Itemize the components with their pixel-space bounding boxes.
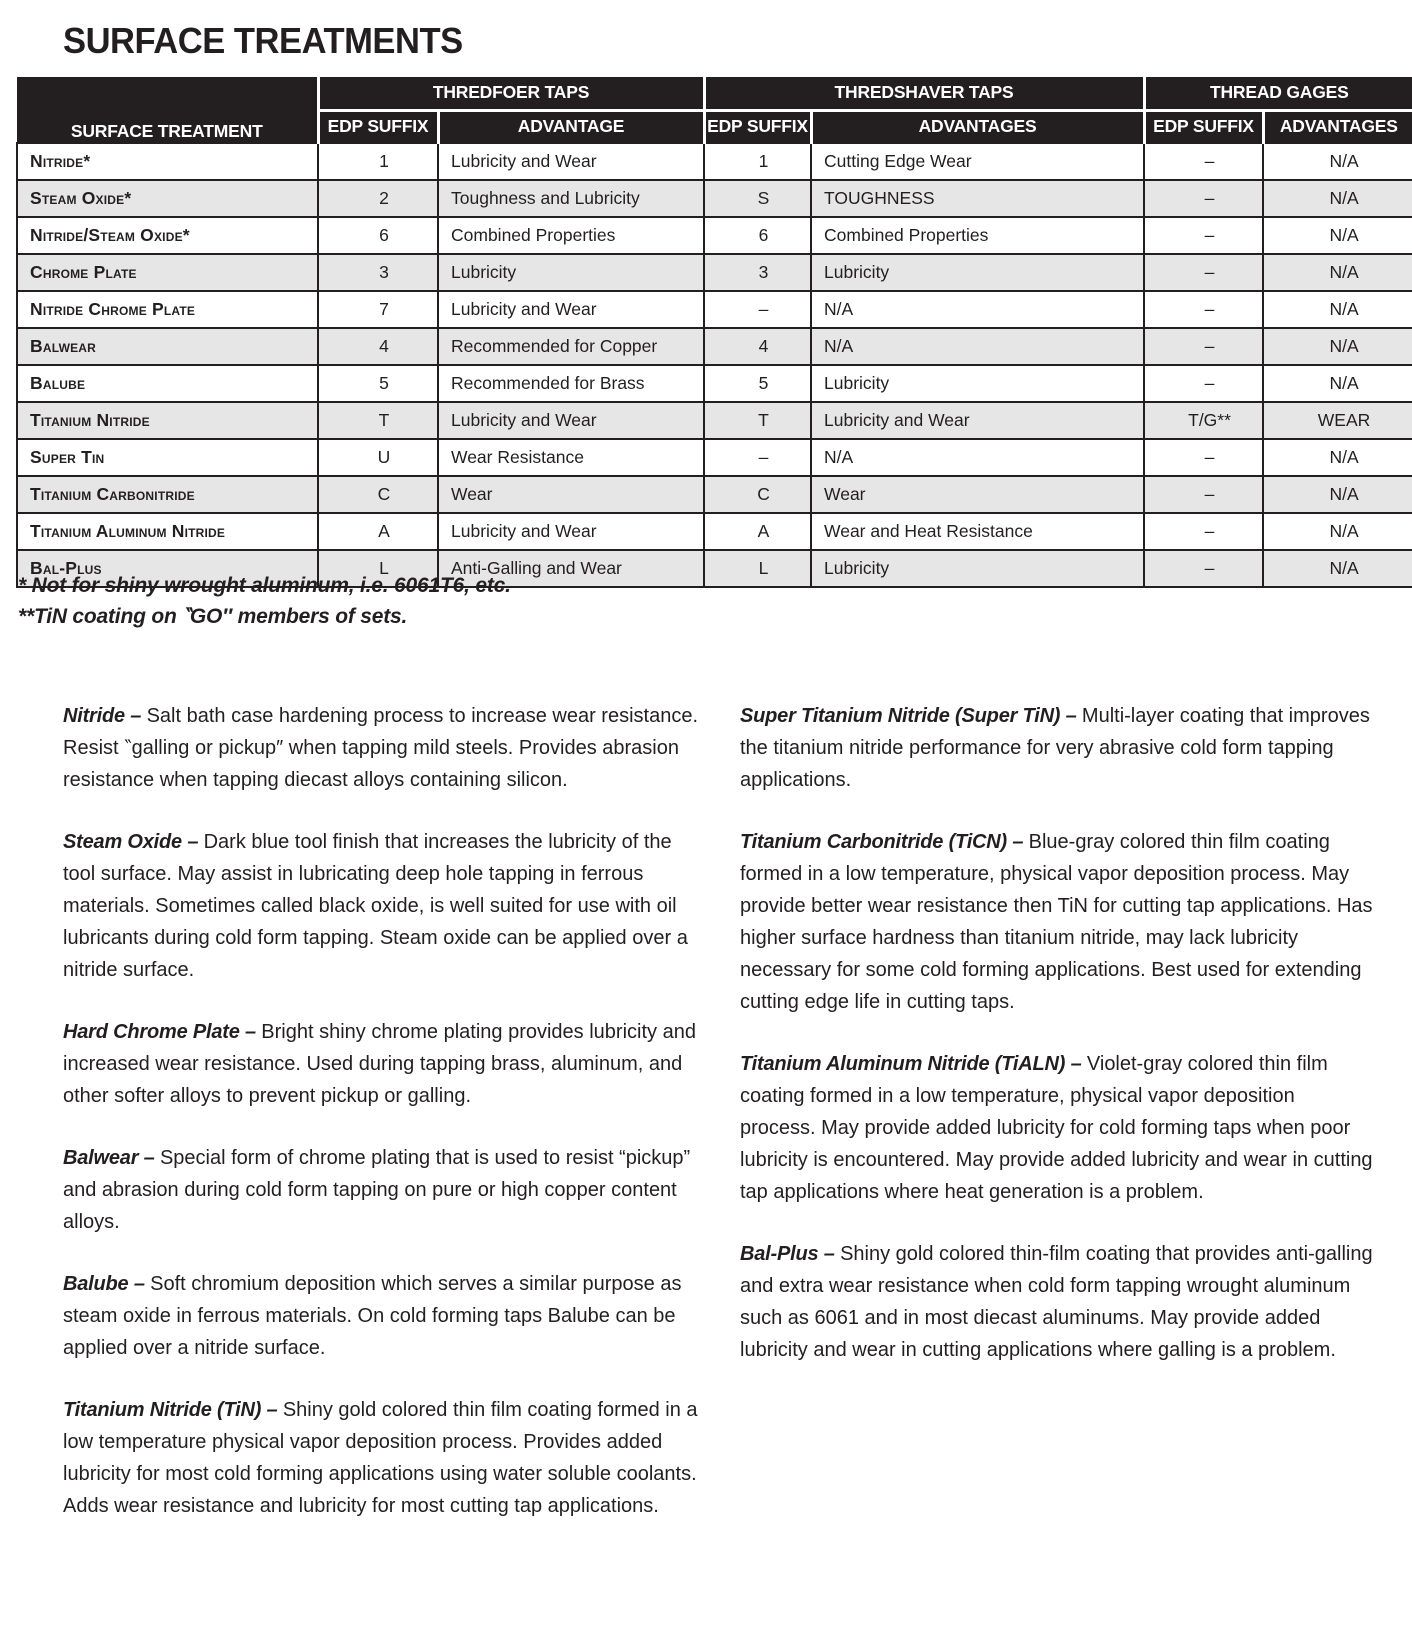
- term-titanium-aluminum-nitride: Titanium Aluminum Nitride (TiALN) –: [740, 1053, 1087, 1075]
- footnote-aluminum: * Not for shiny wrought aluminum, i.e. 6061T6, etc.: [18, 574, 511, 597]
- edp-suffix: 5: [704, 365, 811, 402]
- table-row: [17, 513, 1412, 550]
- body-nitride: Salt bath case hardening process to increase wear resistance. Resist ‶galling or pickup″ when tapping mild steels. Provides abrasion resistance when tapping diecast alloys containing silicon.: [63, 705, 698, 791]
- table-row: [17, 365, 1412, 402]
- edp-suffix: –: [1144, 143, 1263, 180]
- group-header-thredfoer-taps: THREDFOER TAPS: [318, 77, 704, 110]
- paragraph-titanium-nitride: [63, 1394, 703, 1522]
- advantage: Lubricity and Wear: [438, 513, 704, 550]
- advantage: N/A: [1263, 217, 1412, 254]
- table-row: [17, 439, 1412, 476]
- description-column-right: [740, 700, 1374, 1396]
- edp-suffix: 4: [704, 328, 811, 365]
- term-hard-chrome-plate: Hard Chrome Plate –: [63, 1021, 262, 1043]
- treatment-name: Titanium Aluminum Nitride: [17, 513, 318, 550]
- advantage: Combined Properties: [438, 217, 704, 254]
- body-titanium-aluminum-nitride: Violet-gray colored thin film coating formed in a low temperature, physical vapor deposition process. May provide added lubricity for cold forming taps when poor lubricity is encountered. May provide added lubricity and wear in cutting tap applications where heat generation is a problem.: [740, 1053, 1373, 1203]
- edp-suffix: 7: [318, 291, 438, 328]
- subheader-advantage: ADVANTAGE: [438, 110, 704, 143]
- advantage: Lubricity and Wear: [438, 291, 704, 328]
- surface-treatments-table: [16, 77, 1412, 588]
- advantage: Lubricity and Wear: [438, 402, 704, 439]
- subheader-advantages: ADVANTAGES: [1263, 110, 1412, 143]
- advantage: N/A: [1263, 550, 1412, 587]
- table-row: [17, 476, 1412, 513]
- advantage: Recommended for Brass: [438, 365, 704, 402]
- term-super-titanium-nitride: Super Titanium Nitride (Super TiN) –: [740, 705, 1082, 727]
- table-row: [17, 143, 1412, 180]
- edp-suffix: S: [704, 180, 811, 217]
- advantage: WEAR: [1263, 402, 1412, 439]
- advantage: Toughness and Lubricity: [438, 180, 704, 217]
- advantage: Lubricity: [438, 254, 704, 291]
- edp-suffix: A: [318, 513, 438, 550]
- paragraph-bal-plus: [740, 1238, 1374, 1366]
- edp-suffix: 1: [318, 143, 438, 180]
- subheader-edp-suffix: EDP SUFFIX: [704, 110, 811, 143]
- group-header-thredshaver-taps: THREDSHAVER TAPS: [704, 77, 1144, 110]
- edp-suffix: –: [704, 291, 811, 328]
- body-titanium-carbonitride: Blue-gray colored thin film coating formed in a low temperature, physical vapor deposition process. May provide better wear resistance then TiN for cutting tap applications. Has higher surface hardness than titanium nitride, may lack lubricity necessary for some cold forming applications. Best used for extending cutting edge life in cutting taps.: [740, 831, 1373, 1013]
- paragraph-titanium-carbonitride: [740, 826, 1374, 1018]
- edp-suffix: C: [704, 476, 811, 513]
- edp-suffix: –: [1144, 550, 1263, 587]
- advantage: N/A: [1263, 328, 1412, 365]
- body-steam-oxide: Dark blue tool finish that increases the lubricity of the tool surface. May assist in lubricating deep hole tapping in ferrous materials. Sometimes called black oxide, is well suited for use with oil lubricants during cold form tapping. Steam oxide can be applied over a nitride surface.: [63, 831, 688, 981]
- column-header-surface-treatment: SURFACE TREATMENT: [17, 77, 318, 143]
- advantage: N/A: [1263, 513, 1412, 550]
- advantage: Lubricity: [811, 550, 1144, 587]
- body-hard-chrome-plate: Bright shiny chrome plating provides lubricity and increased wear resistance. Used during tapping brass, aluminum, and other softer alloys to prevent pickup or galling.: [63, 1021, 696, 1107]
- advantage: N/A: [811, 291, 1144, 328]
- advantage: Wear: [438, 476, 704, 513]
- advantage: N/A: [1263, 254, 1412, 291]
- body-super-titanium-nitride: Multi-layer coating that improves the titanium nitride performance for very abrasive cold form tapping applications.: [740, 705, 1370, 791]
- advantage: N/A: [1263, 180, 1412, 217]
- edp-suffix: 6: [318, 217, 438, 254]
- treatment-name: Chrome Plate: [17, 254, 318, 291]
- term-balube: Balube –: [63, 1273, 151, 1295]
- subheader-edp-suffix: EDP SUFFIX: [318, 110, 438, 143]
- edp-suffix: T: [318, 402, 438, 439]
- advantage: N/A: [1263, 439, 1412, 476]
- edp-suffix: –: [1144, 328, 1263, 365]
- edp-suffix: –: [1144, 180, 1263, 217]
- page-title: SURFACE TREATMENTS: [63, 20, 463, 61]
- edp-suffix: L: [704, 550, 811, 587]
- edp-suffix: –: [1144, 291, 1263, 328]
- body-titanium-nitride: Shiny gold colored thin film coating formed in a low temperature physical vapor deposition process. Provides added lubricity for most cold forming applications using water soluble coolants. Adds wear resistance and lubricity for most cutting tap applications.: [63, 1399, 698, 1517]
- advantage: Combined Properties: [811, 217, 1144, 254]
- edp-suffix: 3: [318, 254, 438, 291]
- advantage: Wear: [811, 476, 1144, 513]
- edp-suffix: U: [318, 439, 438, 476]
- footnote-tin-go: **TiN coating on ‶GO″ members of sets.: [18, 605, 408, 628]
- advantage: Lubricity: [811, 365, 1144, 402]
- edp-suffix: 3: [704, 254, 811, 291]
- body-balube: Soft chromium deposition which serves a similar purpose as steam oxide in ferrous materials. On cold forming taps Balube can be applied over a nitride surface.: [63, 1273, 682, 1359]
- paragraph-balube: [63, 1268, 703, 1364]
- paragraph-hard-chrome-plate: [63, 1016, 703, 1112]
- advantage: Anti-Galling and Wear: [438, 550, 704, 587]
- subheader-advantages: ADVANTAGES: [811, 110, 1144, 143]
- term-balwear: Balwear –: [63, 1147, 160, 1169]
- body-bal-plus: Shiny gold colored thin-film coating that provides anti-galling and extra wear resistance when cold form tapping wrought aluminum such as 6061 and in most diecast aluminums. May provide added lubricity and wear in cutting applications where galling is a problem.: [740, 1243, 1373, 1361]
- treatment-name: Nitride*: [17, 143, 318, 180]
- advantage: N/A: [1263, 291, 1412, 328]
- edp-suffix: 2: [318, 180, 438, 217]
- footnotes: [18, 570, 511, 632]
- advantage: N/A: [1263, 143, 1412, 180]
- term-titanium-carbonitride: Titanium Carbonitride (TiCN) –: [740, 831, 1029, 853]
- advantage: Wear Resistance: [438, 439, 704, 476]
- edp-suffix: –: [1144, 365, 1263, 402]
- table-row: [17, 291, 1412, 328]
- advantage: Recommended for Copper: [438, 328, 704, 365]
- table-row: [17, 217, 1412, 254]
- paragraph-nitride: [63, 700, 703, 796]
- edp-suffix: 5: [318, 365, 438, 402]
- table-row: [17, 254, 1412, 291]
- term-bal-plus: Bal-Plus –: [740, 1243, 841, 1265]
- advantage: TOUGHNESS: [811, 180, 1144, 217]
- treatment-name: Titanium Nitride: [17, 402, 318, 439]
- edp-suffix: 1: [704, 143, 811, 180]
- edp-suffix: –: [1144, 217, 1263, 254]
- advantage: N/A: [1263, 476, 1412, 513]
- paragraph-balwear: [63, 1142, 703, 1238]
- treatment-name: Titanium Carbonitride: [17, 476, 318, 513]
- treatment-name: Balube: [17, 365, 318, 402]
- treatment-name: Nitride/Steam Oxide*: [17, 217, 318, 254]
- table-row: [17, 328, 1412, 365]
- paragraph-super-titanium-nitride: [740, 700, 1374, 796]
- advantage: Wear and Heat Resistance: [811, 513, 1144, 550]
- edp-suffix: –: [1144, 513, 1263, 550]
- term-steam-oxide: Steam Oxide –: [63, 831, 204, 853]
- treatment-name: Super Tin: [17, 439, 318, 476]
- treatment-name: Steam Oxide*: [17, 180, 318, 217]
- group-header-thread-gages: THREAD GAGES: [1144, 77, 1412, 110]
- advantage: N/A: [811, 439, 1144, 476]
- edp-suffix: 4: [318, 328, 438, 365]
- term-nitride: Nitride –: [63, 705, 147, 727]
- edp-suffix: –: [1144, 254, 1263, 291]
- treatment-name: Balwear: [17, 328, 318, 365]
- edp-suffix: A: [704, 513, 811, 550]
- description-column-left: [63, 700, 703, 1552]
- term-titanium-nitride: Titanium Nitride (TiN) –: [63, 1399, 283, 1421]
- advantage: Lubricity and Wear: [811, 402, 1144, 439]
- body-balwear: Special form of chrome plating that is used to resist “pickup” and abrasion during cold form tapping on pure or high copper content alloys.: [63, 1147, 691, 1233]
- paragraph-steam-oxide: [63, 826, 703, 986]
- edp-suffix: T: [704, 402, 811, 439]
- edp-suffix: L: [318, 550, 438, 587]
- table-row: [17, 180, 1412, 217]
- subheader-edp-suffix: EDP SUFFIX: [1144, 110, 1263, 143]
- advantage: Lubricity: [811, 254, 1144, 291]
- treatment-name: Nitride Chrome Plate: [17, 291, 318, 328]
- advantage: N/A: [811, 328, 1144, 365]
- edp-suffix: 6: [704, 217, 811, 254]
- advantage: Cutting Edge Wear: [811, 143, 1144, 180]
- table-row: [17, 402, 1412, 439]
- edp-suffix: –: [704, 439, 811, 476]
- edp-suffix: T/G**: [1144, 402, 1263, 439]
- paragraph-titanium-aluminum-nitride: [740, 1048, 1374, 1208]
- advantage: N/A: [1263, 365, 1412, 402]
- treatment-name: Bal-Plus: [17, 550, 318, 587]
- advantage: Lubricity and Wear: [438, 143, 704, 180]
- edp-suffix: C: [318, 476, 438, 513]
- edp-suffix: –: [1144, 439, 1263, 476]
- edp-suffix: –: [1144, 476, 1263, 513]
